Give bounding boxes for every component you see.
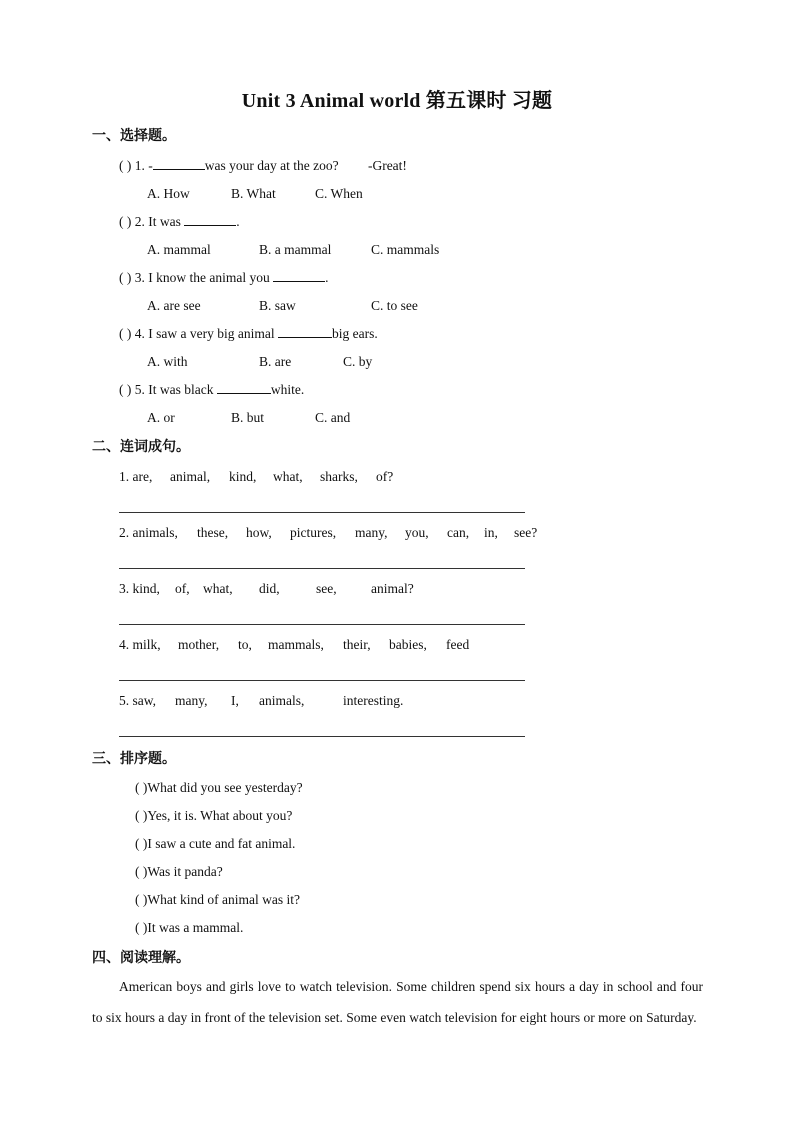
question-4: ( ) 4. I saw a very big animal big ears.	[119, 326, 378, 341]
option: C. and	[315, 410, 351, 425]
section-heading-choice: 一、选择题。	[92, 129, 176, 144]
scramble-word: many,	[175, 693, 208, 708]
scramble-word: of,	[175, 581, 190, 596]
option: A. with	[147, 354, 188, 369]
option: B. What	[231, 186, 276, 201]
scramble-word: in,	[484, 525, 498, 540]
scramble-word: mother,	[178, 637, 220, 652]
scramble-word: 4. milk,	[119, 637, 161, 652]
section-heading-ordering: 三、排序题。	[92, 752, 176, 767]
answer-blank[interactable]	[184, 214, 236, 226]
scramble-word: feed	[446, 637, 470, 652]
answer-blank[interactable]	[153, 158, 205, 170]
scramble-word: animals,	[259, 693, 305, 708]
option: C. to see	[371, 298, 418, 313]
answer-blank[interactable]	[278, 326, 332, 338]
option: C. mammals	[371, 242, 440, 257]
scramble-word: what,	[273, 469, 303, 484]
scramble-word: I,	[231, 693, 239, 708]
scramble-word: you,	[405, 525, 429, 540]
ordering-item: ( )Yes, it is. What about you?	[135, 808, 293, 823]
scramble-word: of?	[376, 469, 394, 484]
option: A. mammal	[147, 242, 211, 257]
scramble-word: babies,	[389, 637, 427, 652]
scramble-word: animal?	[371, 581, 414, 596]
answer-blank[interactable]	[217, 382, 271, 394]
answer-line[interactable]	[119, 736, 525, 737]
scramble-word: pictures,	[290, 525, 337, 540]
scramble-word: can,	[447, 525, 470, 540]
page-title: Unit 3 Animal world 第五课时 习题	[241, 90, 553, 112]
scramble-word: 5. saw,	[119, 693, 156, 708]
option: B. a mammal	[259, 242, 332, 257]
scramble-word: sharks,	[320, 469, 358, 484]
scramble-word: mammals,	[268, 637, 324, 652]
scramble-word: animal,	[170, 469, 211, 484]
answer-line[interactable]	[119, 680, 525, 681]
ordering-item: ( )What kind of animal was it?	[135, 892, 300, 907]
ordering-item: ( )What did you see yesterday?	[135, 780, 303, 795]
scramble-word: see?	[514, 525, 538, 540]
question-3: ( ) 3. I know the animal you .	[119, 270, 329, 285]
section-heading-reading: 四、阅读理解。	[92, 951, 190, 966]
scramble-word: kind,	[229, 469, 257, 484]
answer-line[interactable]	[119, 568, 525, 569]
section-heading-scramble: 二、连词成句。	[92, 440, 190, 455]
ordering-item: ( )Was it panda?	[135, 864, 223, 879]
ordering-item: ( )I saw a cute and fat animal.	[135, 836, 296, 851]
answer-line[interactable]	[119, 624, 525, 625]
option: C. When	[315, 186, 363, 201]
ordering-item: ( )It was a mammal.	[135, 920, 244, 935]
answer-blank[interactable]	[273, 270, 325, 282]
answer-line[interactable]	[119, 512, 525, 513]
option: A. How	[147, 186, 190, 201]
question-1: ( ) 1. - was your day at the zoo? -Great!	[119, 158, 407, 173]
option: B. are	[259, 354, 292, 369]
scramble-word: many,	[355, 525, 388, 540]
scramble-word: their,	[343, 637, 371, 652]
scramble-word: how,	[246, 525, 272, 540]
option: A. are see	[147, 298, 201, 313]
scramble-word: 2. animals,	[119, 525, 178, 540]
scramble-word: these,	[197, 525, 229, 540]
option: B. but	[231, 410, 265, 425]
option: C. by	[343, 354, 373, 369]
option: B. saw	[259, 298, 296, 313]
scramble-word: 3. kind,	[119, 581, 160, 596]
scramble-word: did,	[259, 581, 280, 596]
scramble-word: to,	[238, 637, 252, 652]
question-5: ( ) 5. It was black white.	[119, 382, 305, 397]
option: A. or	[147, 410, 175, 425]
question-2: ( ) 2. It was .	[119, 214, 240, 229]
scramble-word: see,	[316, 581, 337, 596]
reading-passage: American boys and girls love to watch television. Some children spend six hours a day in school and four to six hours a day in front of the television set. Some even watch television for eight hours or more on Saturday.	[92, 979, 703, 1025]
scramble-word: 1. are,	[119, 469, 153, 484]
scramble-word: interesting.	[343, 693, 404, 708]
scramble-word: what,	[203, 581, 233, 596]
